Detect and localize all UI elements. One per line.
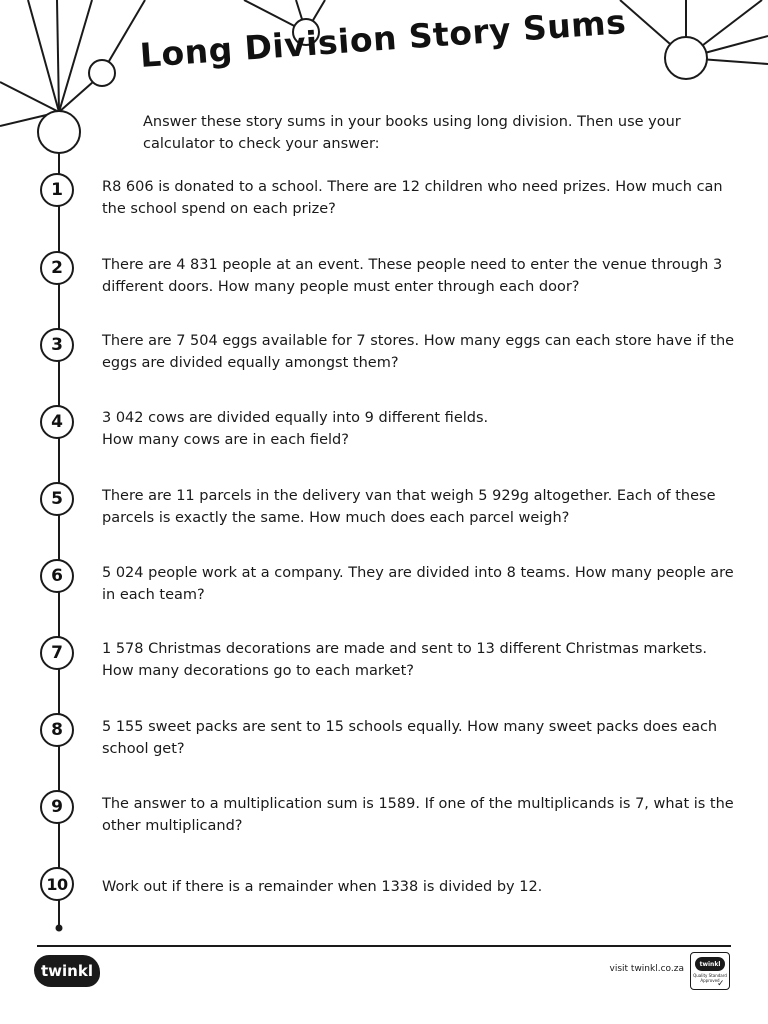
question-number-5: 5: [40, 482, 74, 516]
instructions: Answer these story sums in your books using long division. Then use your calculator to check your answer:: [143, 114, 681, 152]
question-text: 3 042 cows are divided equally into 9 different fields. How many cows are in each field?: [102, 410, 489, 448]
question-number-4: 4: [40, 405, 74, 439]
question-7: [102, 638, 742, 682]
question-number-7: 7: [40, 636, 74, 670]
footer-divider: [37, 945, 731, 947]
question-text: R8 606 is donated to a school. There are 12 children who need prizes. How much can the school spend on each prize?: [102, 179, 723, 217]
question-4: [102, 407, 742, 451]
question-3: [102, 330, 742, 374]
question-number-1: 1: [40, 173, 74, 207]
question-text: 5 155 sweet packs are sent to 15 schools equally. How many sweet packs does each school get?: [102, 719, 718, 757]
question-text: 5 024 people work at a company. They are divided into 8 teams. How many people are in each team?: [102, 565, 734, 603]
twinkl-logo: [34, 955, 100, 987]
question-1: [102, 176, 742, 220]
question-6: [102, 562, 742, 606]
logo-text: twinkl: [41, 962, 93, 980]
question-number-9: 9: [40, 790, 74, 824]
question-number-6: 6: [40, 559, 74, 593]
question-text: There are 11 parcels in the delivery van that weigh 5 929g altogether. Each of these parcels is exactly the same. How much does each parcel weigh?: [102, 488, 716, 526]
question-text: There are 7 504 eggs available for 7 stores. How many eggs can each store have if the eggs are divided equally amongst them?: [102, 333, 735, 371]
badge-logo: twinkl: [695, 957, 725, 971]
website-link[interactable]: visit twinkl.co.za: [609, 964, 684, 974]
question-8: [102, 716, 742, 760]
page-title: Long Division Story Sums: [138, 2, 628, 75]
question-number-2: 2: [40, 251, 74, 285]
checkmark-icon: ✓: [717, 979, 725, 989]
question-5: [102, 485, 742, 529]
question-text: The answer to a multiplication sum is 1589. If one of the multiplicands is 7, what is the other multiplicand?: [102, 796, 734, 834]
question-number-10: 10: [40, 867, 74, 901]
question-2: [102, 254, 742, 298]
question-number-8: 8: [40, 713, 74, 747]
question-number-3: 3: [40, 328, 74, 362]
question-text: There are 4 831 people at an event. These people need to enter the venue through 3 different doors. How many people must enter through each door?: [102, 257, 723, 295]
question-text: 1 578 Christmas decorations are made and sent to 13 different Christmas markets. How many decorations go to each market?: [102, 641, 707, 679]
question-10: [102, 876, 742, 898]
question-text: Work out if there is a remainder when 1338 is divided by 12.: [102, 879, 543, 895]
quality-badge: [690, 952, 730, 990]
badge-label: Quality Standard Approved: [693, 973, 727, 983]
question-9: [102, 793, 742, 837]
